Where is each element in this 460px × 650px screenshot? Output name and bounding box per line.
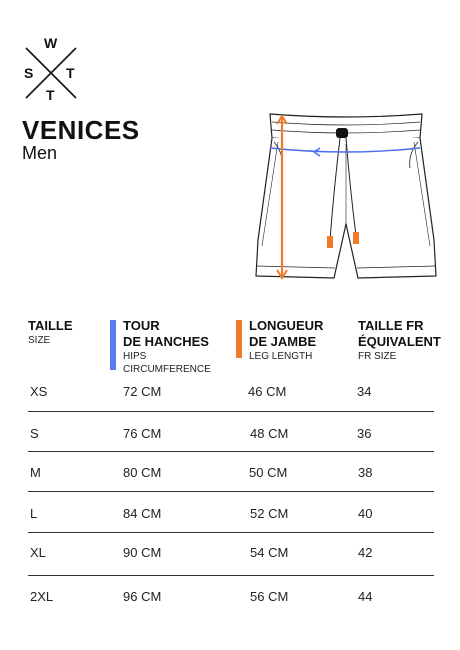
- table-row: [28, 589, 434, 629]
- cell-leg: 48 CM: [250, 426, 289, 441]
- header-hips-sub-2: CIRCUMFERENCE: [123, 364, 211, 375]
- logo-letter-top: W: [44, 35, 58, 51]
- header-leg-main-1: LONGUEUR: [249, 318, 324, 333]
- header-leg: [249, 318, 323, 363]
- header-fr-main-1: TAILLE FR: [358, 318, 424, 333]
- cell-fr: 44: [358, 589, 373, 604]
- header-hips-main-1: TOUR: [123, 318, 160, 333]
- header-fr-sub-1: FR SIZE: [358, 351, 397, 362]
- logo-letter-right: T: [66, 65, 75, 81]
- table-row: [28, 506, 434, 546]
- cell-fr: 42: [358, 545, 373, 560]
- header-size-sub: SIZE: [28, 335, 51, 346]
- header-fr: [358, 318, 441, 363]
- cell-hips: 84 CM: [123, 506, 162, 521]
- cell-leg: 50 CM: [249, 465, 288, 480]
- cell-size: S: [30, 426, 39, 441]
- header-size-main: TAILLE: [28, 318, 73, 333]
- product-name: VENICES: [22, 115, 140, 145]
- shorts-diagram: [248, 108, 444, 288]
- row-divider: [28, 411, 434, 412]
- header-leg-sub-1: LEG LENGTH: [249, 351, 313, 362]
- cell-size: XS: [30, 384, 48, 399]
- cell-hips: 90 CM: [123, 545, 162, 560]
- cell-hips: 96 CM: [123, 589, 162, 604]
- brand-logo: [20, 35, 82, 103]
- cell-hips: 80 CM: [123, 465, 162, 480]
- product-category: Men: [22, 143, 58, 163]
- header-size: [28, 318, 73, 347]
- cell-fr: 40: [358, 506, 373, 521]
- header-fr-main-2: ÉQUIVALENT: [358, 334, 441, 349]
- header-hips-main-2: DE HANCHES: [123, 334, 209, 349]
- table-row: [28, 426, 434, 466]
- cell-leg: 56 CM: [250, 589, 289, 604]
- header-hips-sub-1: HIPS: [123, 351, 147, 362]
- header-leg-main-2: DE JAMBE: [249, 334, 317, 349]
- logo-letter-left: S: [24, 65, 34, 81]
- cell-leg: 52 CM: [250, 506, 289, 521]
- cell-fr: 36: [357, 426, 372, 441]
- cell-size: L: [30, 506, 38, 521]
- cell-hips: 72 CM: [123, 384, 162, 399]
- row-divider: [28, 451, 434, 452]
- cell-size: XL: [30, 545, 46, 560]
- leg-color-bar: [236, 320, 242, 358]
- cell-size: 2XL: [30, 589, 54, 604]
- header-hips: [123, 318, 211, 376]
- cell-leg: 46 CM: [248, 384, 287, 399]
- hips-color-bar: [110, 320, 116, 370]
- cell-hips: 76 CM: [123, 426, 162, 441]
- logo-letter-bottom: T: [46, 87, 55, 103]
- row-divider: [28, 575, 434, 576]
- cell-size: M: [30, 465, 41, 480]
- cell-fr: 38: [358, 465, 373, 480]
- table-row: [28, 465, 434, 505]
- row-divider: [28, 532, 434, 533]
- table-row: [28, 384, 434, 424]
- cell-leg: 54 CM: [250, 545, 289, 560]
- table-row: [28, 545, 434, 585]
- cell-fr: 34: [357, 384, 372, 399]
- row-divider: [28, 491, 434, 492]
